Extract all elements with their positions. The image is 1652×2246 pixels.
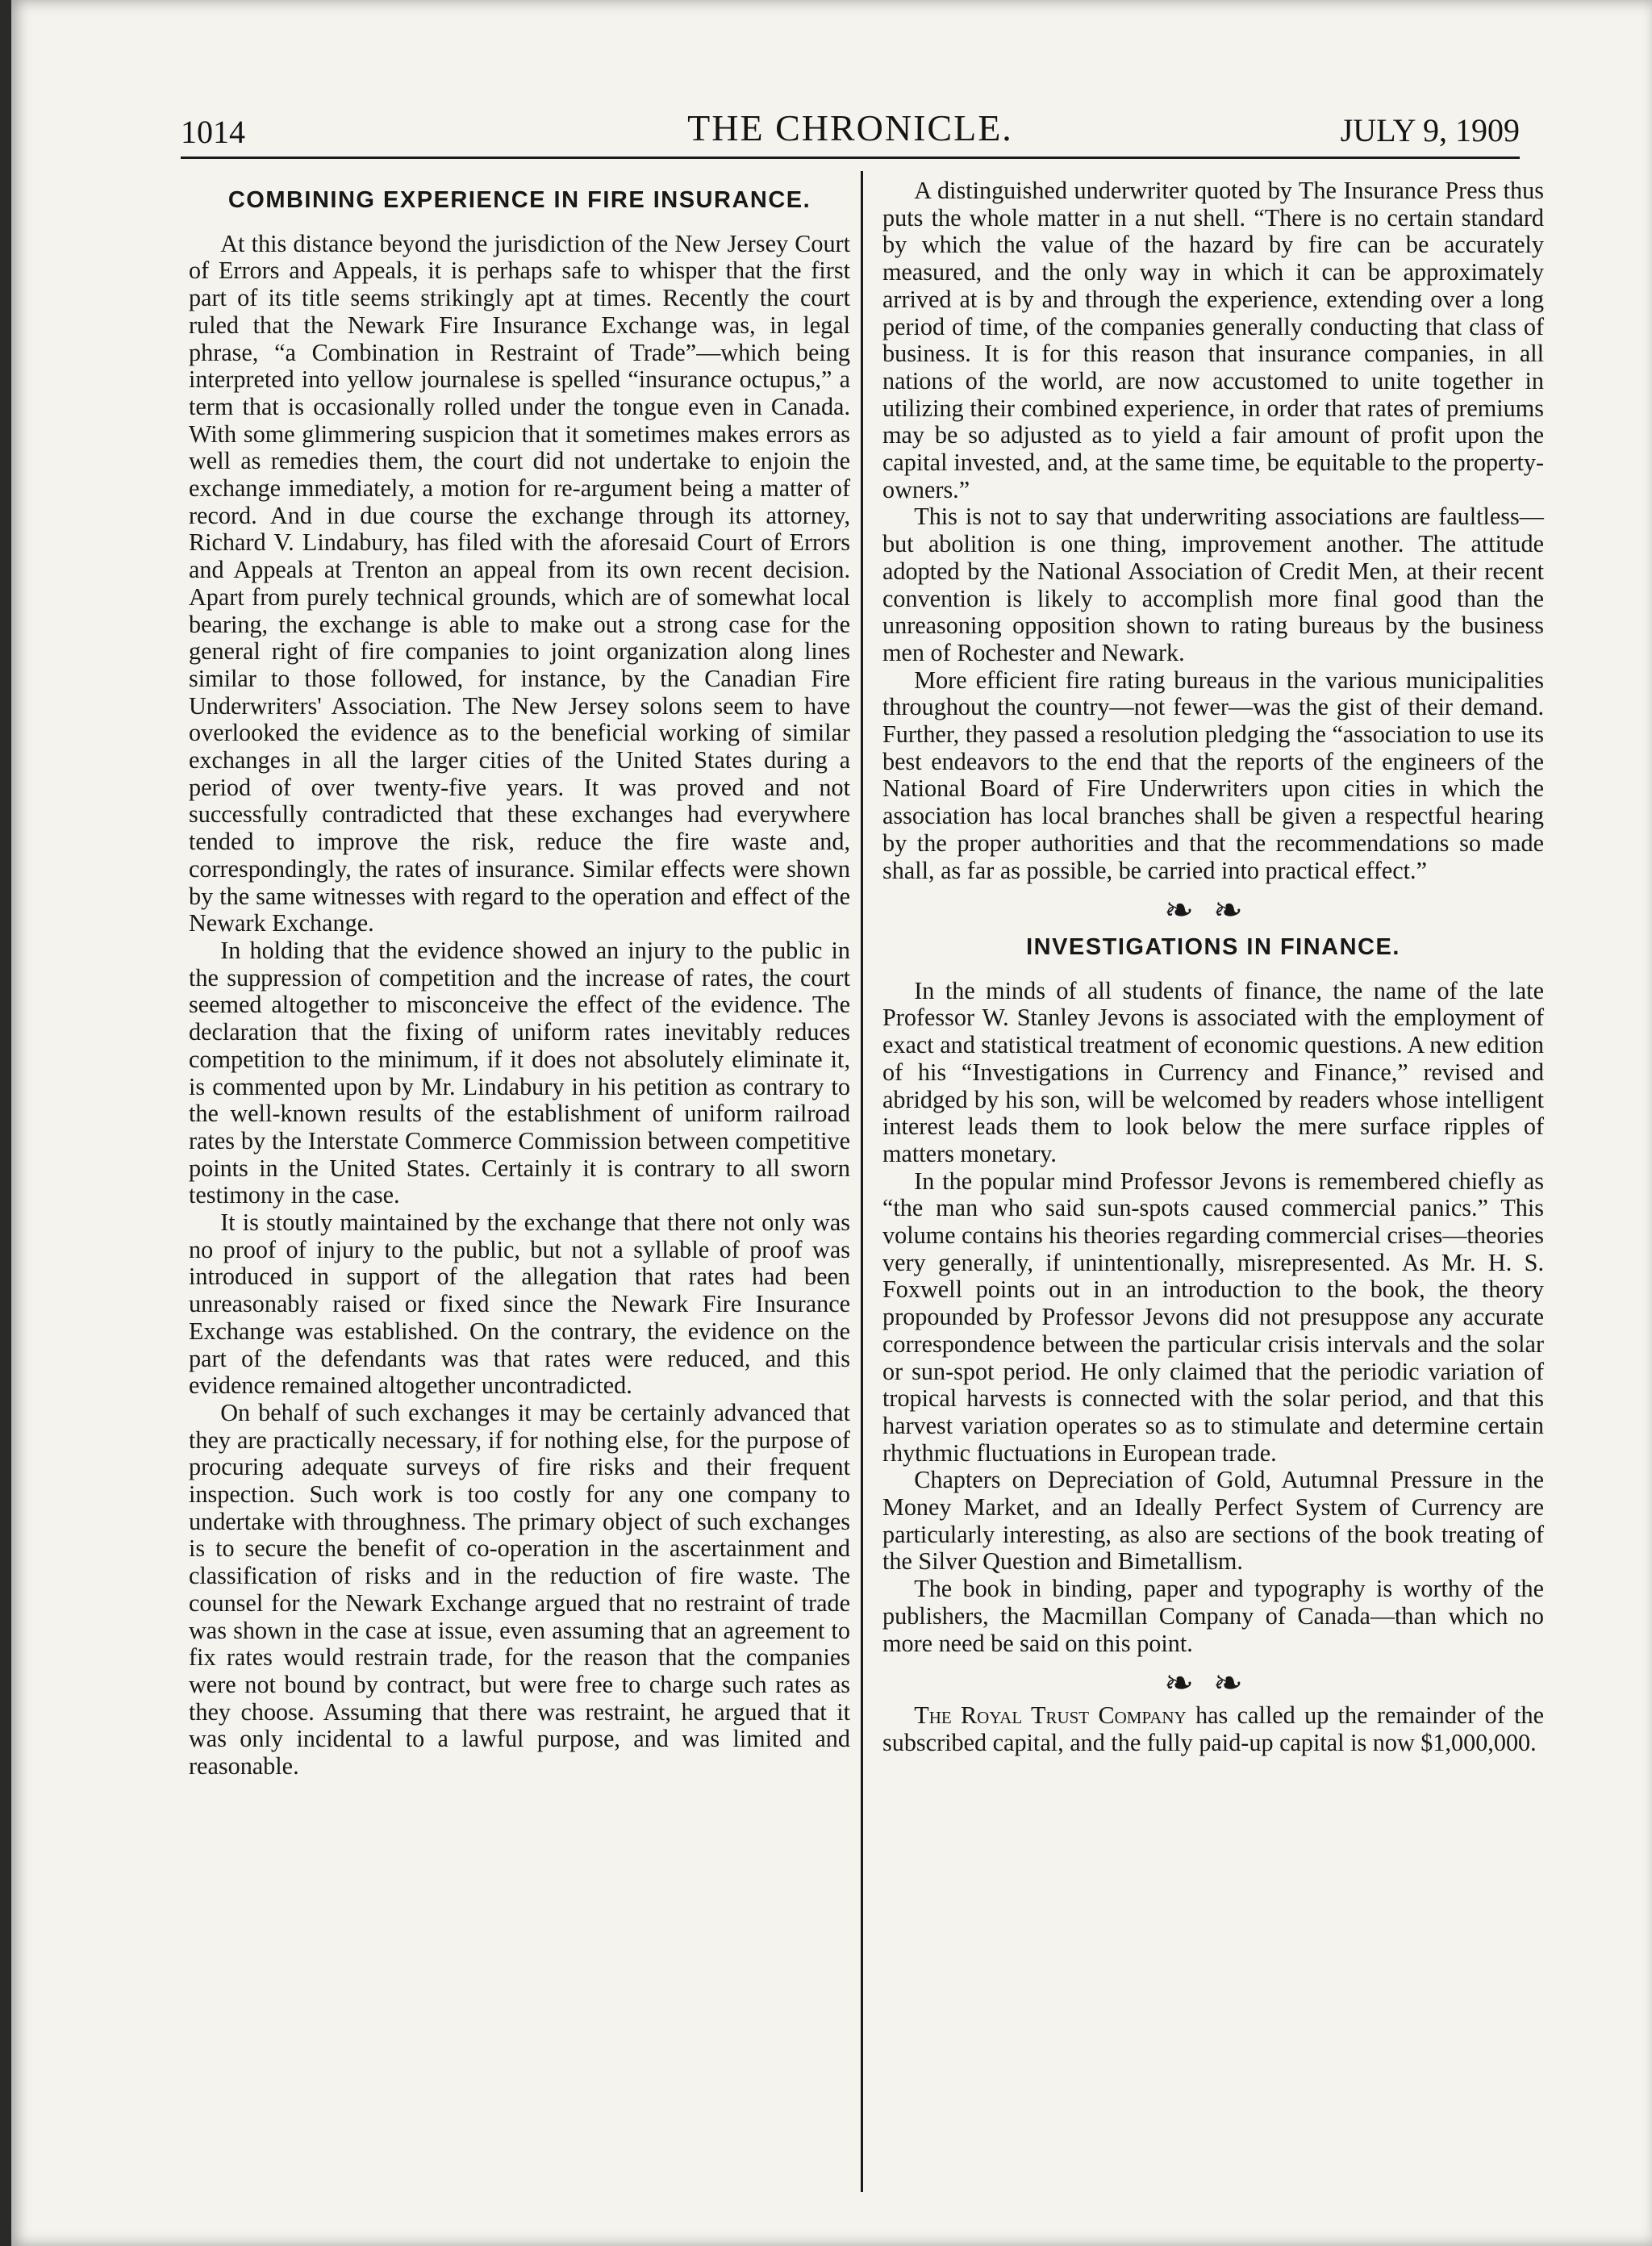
article-heading-finance: INVESTIGATIONS IN FINANCE. [1026,933,1400,960]
page-header [181,106,1520,155]
company-name: The Royal Trust Company [914,1701,1187,1729]
section-ornament-icon: ❧❧ [1164,1664,1262,1704]
paragraph: On behalf of such exchanges it may be certainly advanced that they are practically necessary, if for nothing else, for the purpose of procuring adequate surveys of fire risks and their frequent inspection. Such work is too costly for any one company to undertake with throughness. The primary object of such exchanges is to secure the benefit of co-operation in the ascertainment and classification of risks and in the reduction of fire waste. The counsel for the Newark Exchange argued that no restraint of trade was shown in the case at issue, even assuming that an agreement to fix rates would restrain trade, for the reason that the companies were not bound by contract, but were free to charge such rates as they choose. Assuming that there was restraint, he argued that it was only incidental to a lawful purpose, and was limited and reasonable. [189,1398,850,1781]
paragraph: A distinguished underwriter quoted by The Insurance Press thus puts the whole matter in a nut shell. “There is no certain standard by which the value of the hazard by fire can be accurately measured, and the only way in which it can be approximately arrived at is by and through the experience, extending over a long period of time, of the companies generally conducting that class of business. It is for this reason that insurance companies, in all nations of the world, are now accustomed to unite together in utilizing their combined experience, in order that rates of premiums may be so adjusted as to yield a fair amount of profit upon the capital invested, and, at the same time, be equitable to the property-owners.” [882,177,1544,503]
paragraph: In the popular mind Professor Jevons is remembered chiefly as “the man who said sun-spots caused commercial panics.” This volume contains his theories regarding commercial crises—theories very generally, if unintentionally, misrepresented. As Mr. H. S. Foxwell points out in an introduction to the book, the theory propounded by Professor Jevons did not presuppose any accurate correspondence between the particular crisis intervals and the solar or sun-spot period. He only claimed that the periodic variation of tropical harvests is connected with the solar period, and that this harvest variation operates so as to stimulate and determine certain rhythmic fluctuations in European trade. [882,1167,1544,1467]
paragraph: The book in binding, paper and typography is worthy of the publishers, the Macmillan Company of Canada—than which no more need be said on this point. [882,1575,1544,1657]
notice-text: has called up the remainder of the subscribed capital, and the fully paid-up capital is now $1,000,000. [882,1701,1544,1756]
paragraph: In the minds of all students of finance, the name of the late Professor W. Stanley Jevons is associated with the employment of exact and statistical treatment of economic questions. A new edition of his “Investigations in Currency and Finance,” revised and abridged by his son, will be welcomed by readers whose intelligent interest leads them to look below the mere surface ripples of matters monetary. [882,976,1544,1167]
right-column [882,177,1544,1756]
article-heading-fire-insurance: COMBINING EXPERIENCE IN FIRE INSURANCE. [227,187,811,213]
masthead-title: THE CHRONICLE. [687,107,1013,148]
paragraph: Chapters on Depreciation of Gold, Autumnal Pressure in the Money Market, and an Ideally Perfect System of Currency are particularly interesting, as also are sections of the book treating of the Silver Question and Bimetallism. [882,1466,1544,1576]
paragraph: At this distance beyond the jurisdiction of the New Jersey Court of Errors and Appeals, it is perhaps safe to whisper that the first part of its title seems strikingly apt at times. Recently the court ruled that the Newark Fire Insurance Exchange was, in legal phrase, “a Combination in Restraint of Trade”—which being interpreted into yellow journalese is spelled “insurance octupus,” a term that is occasionally rolled under the tongue even in Canada. With some glimmering suspicion that it sometimes makes errors as well as remedies them, the court did not undertake to enjoin the exchange immediately, a motion for re-argument being a matter of record. And in due course the exchange through its attorney, Richard V. Lindabury, has filed with the aforesaid Court of Errors and Appeals at Trenton an appeal from its own recent decision. Apart from purely technical grounds, which are of somewhat local bearing, the exchange is able to make out a strong case for the general right of fire companies to joint organization along lines similar to those followed, for instance, by the Canadian Fire Underwriters' Association. The New Jersey solons seem to have overlooked the evidence as to the beneficial working of similar exchanges in all the larger cities of the United States during a period of over twenty-five years. It was proved and not successfully contradicted that these exchanges had everywhere tended to improve the risk, reduce the fire waste and, correspondingly, the rates of insurance. Similar effects were shown by the same witnesses with regard to the operation and effect of the Newark Exchange. [189,229,850,937]
page-number: 1014 [181,114,245,150]
paragraph: In holding that the evidence showed an injury to the public in the suppression of competition and the increase of rates, the court seemed altogether to misconceive the effect of the evidence. The declaration that the fixing of uniform rates inevitably reduces competition to the minimum, if it does not absolutely eliminate it, is commented upon by Mr. Lindabury in his petition as contrary to the well-known results of the establishment of uniform railroad rates by the Interstate Commerce Commission between competitive points in the United States. Certainly it is contrary to all sworn testimony in the case. [189,936,850,1209]
column-divider [861,171,863,2192]
newspaper-page [11,0,1652,2246]
section-ornament-icon: ❧❧ [1164,891,1262,931]
issue-date: JULY 9, 1909 [1340,112,1520,148]
header-rule [181,157,1520,159]
paragraph: More efficient fire rating bureaus in the various municipalities throughout the country—not fewer—was the gist of their demand. Further, they passed a resolution pledging the “association to use its best endeavors to the end that the reports of the engineers of the National Board of Fire Underwriters upon cities in which the association has local branches shall be given a respectful hearing by the proper authorities and that the recommendations so made shall, as far as possible, be carried into practical effect.” [882,666,1544,884]
paragraph: This is not to say that underwriting associations are faultless—but abolition is one thing, improvement another. The attitude adopted by the National Association of Credit Men, at their recent convention is likely to accomplish more final good than the unreasoning opposition shown to rating bureaus by the business men of Rochester and Newark. [882,503,1544,666]
royal-trust-notice [882,1702,1544,1756]
paragraph: It is stoutly maintained by the exchange that there not only was no proof of injury to the public, but not a syllable of proof was introduced in support of the allegation that rates had been unreasonably raised or fixed since the Newark Fire Insurance Exchange was established. On the contrary, the evidence on the part of the defendants was that rates were reduced, and this evidence remained altogether uncontradicted. [189,1209,850,1400]
left-column [189,177,850,1781]
